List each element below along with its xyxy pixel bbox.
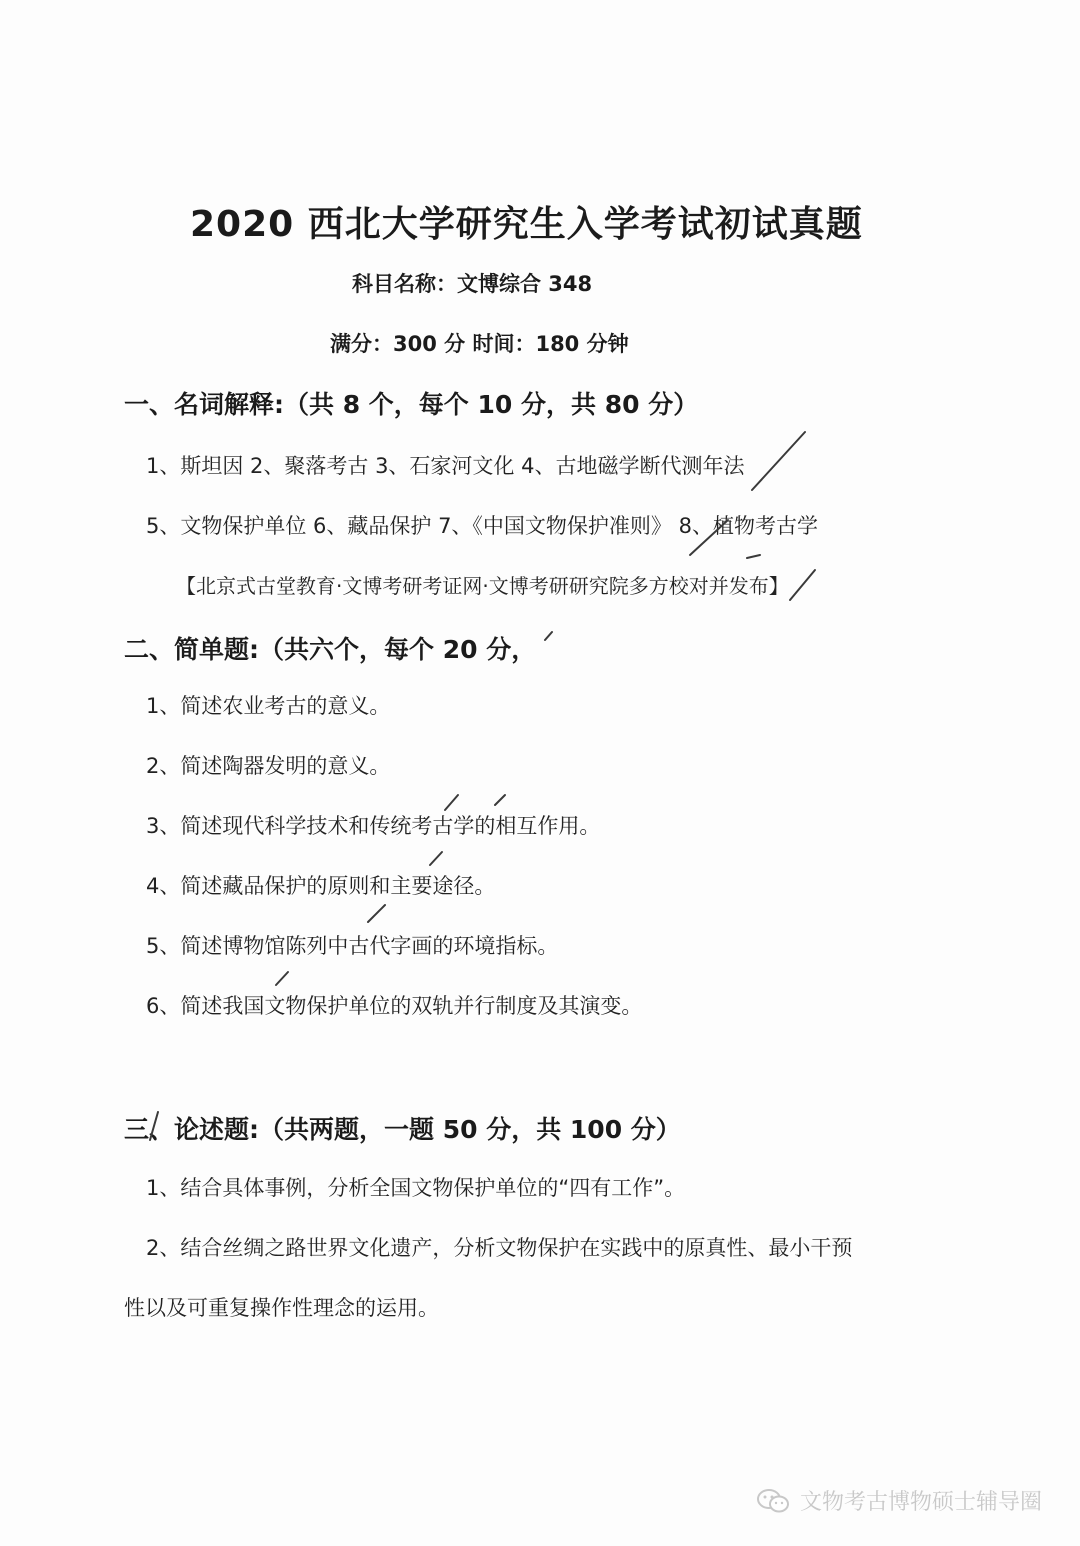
section-3-heading: 三、论述题:（共两题，一题 50 分，共 100 分） [124, 1115, 681, 1144]
wechat-icon [756, 1487, 790, 1515]
wechat-watermark [756, 1485, 1042, 1516]
section-2-heading: 二、简单题:（共六个，每个 20 分， [124, 635, 537, 664]
section-2-item-5: 5、简述博物馆陈列中古代字画的环境指标。 [146, 934, 559, 958]
section-1-line-1: 1、斯坦因 2、聚落考古 3、石家河文化 4、古地磁学断代测年法 [146, 454, 745, 478]
section-2-item-3: 3、简述现代科学技术和传统考古学的相互作用。 [146, 814, 601, 838]
section-1-line-2: 5、文物保护单位 6、藏品保护 7、《中国文物保护准则》 8、植物考古学 [146, 514, 818, 538]
section-2-item-1: 1、简述农业考古的意义。 [146, 694, 391, 718]
page-title: 2020 西北大学研究生入学考试初试真题 [190, 204, 863, 245]
watermark-text: 文物考古博物硕士辅导圈 [799, 1490, 1042, 1515]
section-2-item-4: 4、简述藏品保护的原则和主要途径。 [146, 874, 496, 898]
section-3-item-2-continued: 性以及可重复操作性理念的运用。 [124, 1296, 439, 1320]
section-2-item-6: 6、简述我国文物保护单位的双轨并行制度及其演变。 [146, 994, 643, 1018]
section-3-item-1: 1、结合具体事例，分析全国文物保护单位的“四有工作”。 [146, 1176, 686, 1200]
section-1-heading: 一、名词解释:（共 8 个，每个 10 分，共 80 分） [124, 390, 699, 419]
section-3-item-2: 2、结合丝绸之路世界文化遗产，分析文物保护在实践中的原真性、最小干预 [146, 1236, 853, 1260]
score-time: 满分：300 分 时间：180 分钟 [330, 332, 629, 356]
source-note: 【北京式古堂教育·文博考研考证网·文博考研研究院多方校对并发布】 [176, 574, 789, 598]
subject-name: 科目名称：文博综合 348 [352, 272, 593, 296]
section-2-item-2: 2、简述陶器发明的意义。 [146, 754, 391, 778]
